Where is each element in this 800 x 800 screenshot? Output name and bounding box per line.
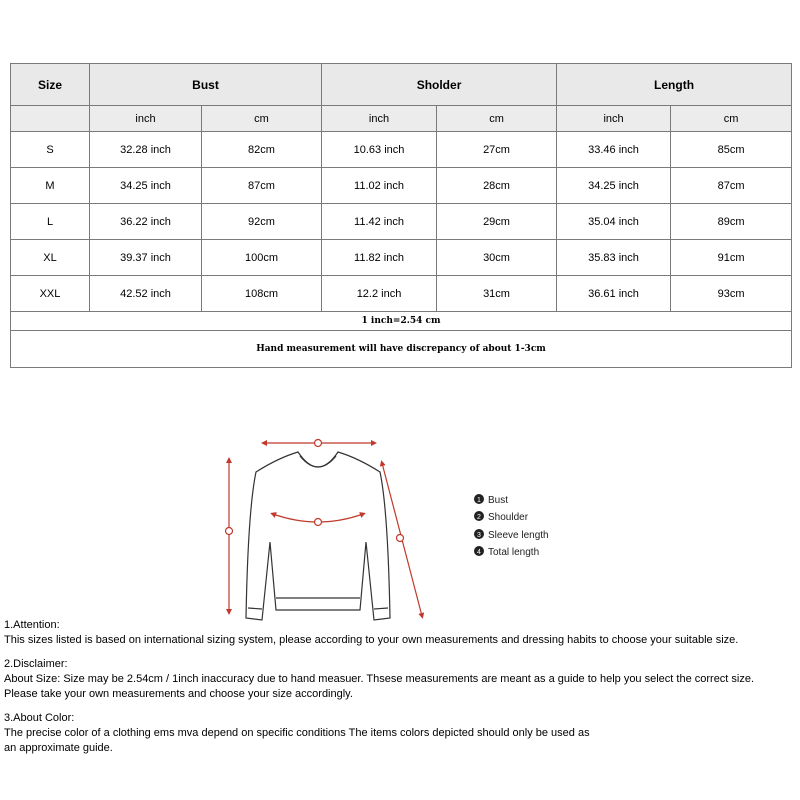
length-cm-cell: 89cm xyxy=(671,204,792,240)
disclaimer-block xyxy=(4,657,800,702)
length-inch-cell: 35.83 inch xyxy=(557,240,671,276)
legend-shoulder: Shoulder xyxy=(488,512,529,523)
attention-title: 1.Attention: xyxy=(4,619,60,631)
shoulder-cm-cell: 30cm xyxy=(437,240,557,276)
bust-inch-cell: 42.52 inch xyxy=(90,276,202,312)
unit-cell: cm xyxy=(671,106,792,132)
header-bust: Bust xyxy=(90,64,322,106)
color-line2: an approximate guide. xyxy=(4,742,113,754)
table-row xyxy=(11,132,792,168)
legend-number: 3 xyxy=(477,532,481,539)
length-cm-cell: 87cm xyxy=(671,168,792,204)
length-cm-cell: 85cm xyxy=(671,132,792,168)
bust-inch-cell: 36.22 inch xyxy=(90,204,202,240)
table-row xyxy=(11,276,792,312)
length-cm-cell: 91cm xyxy=(671,240,792,276)
shoulder-inch-cell: 11.82 inch xyxy=(322,240,437,276)
length-cm-cell: 93cm xyxy=(671,276,792,312)
header-shoulder: Sholder xyxy=(322,64,557,106)
shoulder-inch-cell: 10.63 inch xyxy=(322,132,437,168)
legend-total-length: Total length xyxy=(488,547,540,558)
length-inch-cell: 35.04 inch xyxy=(557,204,671,240)
table-row xyxy=(11,240,792,276)
table-unit-row xyxy=(11,106,792,132)
color-line1: The precise color of a clothing ems mva depend on specific conditions The items colors depicted should only be used as xyxy=(4,727,590,739)
shoulder-cm-cell: 28cm xyxy=(437,168,557,204)
measurement-note: Hand measurement will have discrepancy of about 1-3cm xyxy=(11,331,792,368)
bust-cm-cell: 92cm xyxy=(202,204,322,240)
table-header-row xyxy=(11,64,792,106)
sweater-outline-icon xyxy=(246,452,390,620)
legend-number: 2 xyxy=(477,514,481,521)
bust-inch-cell: 39.37 inch xyxy=(90,240,202,276)
header-size: Size xyxy=(11,64,90,106)
diagram-legend xyxy=(474,494,549,558)
length-inch-cell: 36.61 inch xyxy=(557,276,671,312)
size-cell: M xyxy=(11,168,90,204)
shoulder-inch-cell: 12.2 inch xyxy=(322,276,437,312)
legend-number: 4 xyxy=(477,549,481,556)
attention-block xyxy=(4,618,800,648)
bust-inch-cell: 34.25 inch xyxy=(90,168,202,204)
bust-inch-cell: 32.28 inch xyxy=(90,132,202,168)
shoulder-cm-cell: 31cm xyxy=(437,276,557,312)
color-title: 3.About Color: xyxy=(4,712,75,724)
unit-cell: cm xyxy=(202,106,322,132)
legend-bust: Bust xyxy=(488,495,509,506)
color-block xyxy=(4,711,800,756)
measurement-note-row xyxy=(11,331,792,368)
legend-number: 1 xyxy=(477,497,481,504)
size-cell: XL xyxy=(11,240,90,276)
attention-text: This sizes listed is based on international sizing system, please according to your own measurements and dressing habits to choose your suitable size. xyxy=(4,634,739,646)
length-inch-cell: 34.25 inch xyxy=(557,168,671,204)
notes-section xyxy=(4,618,800,765)
shoulder-cm-cell: 27cm xyxy=(437,132,557,168)
disclaimer-line1: About Size: Size may be 2.54cm / 1inch inaccuracy due to hand measuer. Thsese measurements are meant as a guide to help you select the correct size. xyxy=(4,673,755,685)
size-cell: L xyxy=(11,204,90,240)
unit-cell: inch xyxy=(322,106,437,132)
size-cell: S xyxy=(11,132,90,168)
unit-cell: inch xyxy=(557,106,671,132)
length-inch-cell: 33.46 inch xyxy=(557,132,671,168)
table-row xyxy=(11,204,792,240)
bust-cm-cell: 108cm xyxy=(202,276,322,312)
shoulder-inch-cell: 11.42 inch xyxy=(322,204,437,240)
header-length: Length xyxy=(557,64,792,106)
shoulder-cm-cell: 29cm xyxy=(437,204,557,240)
table-row xyxy=(11,168,792,204)
size-chart-table xyxy=(10,63,792,368)
disclaimer-line2: Please take your own measurements and choose your size accordingly. xyxy=(4,688,353,700)
bust-cm-cell: 87cm xyxy=(202,168,322,204)
conversion-note: 1 inch=2.54 cm xyxy=(11,312,792,331)
legend-sleeve-length: Sleeve length xyxy=(488,530,549,541)
bust-cm-cell: 82cm xyxy=(202,132,322,168)
unit-cell: inch xyxy=(90,106,202,132)
disclaimer-title: 2.Disclaimer: xyxy=(4,658,68,670)
shoulder-inch-cell: 11.02 inch xyxy=(322,168,437,204)
unit-cell: cm xyxy=(437,106,557,132)
measurement-diagram xyxy=(208,430,588,630)
size-cell: XXL xyxy=(11,276,90,312)
unit-cell-empty xyxy=(11,106,90,132)
bust-cm-cell: 100cm xyxy=(202,240,322,276)
conversion-note-row xyxy=(11,312,792,331)
